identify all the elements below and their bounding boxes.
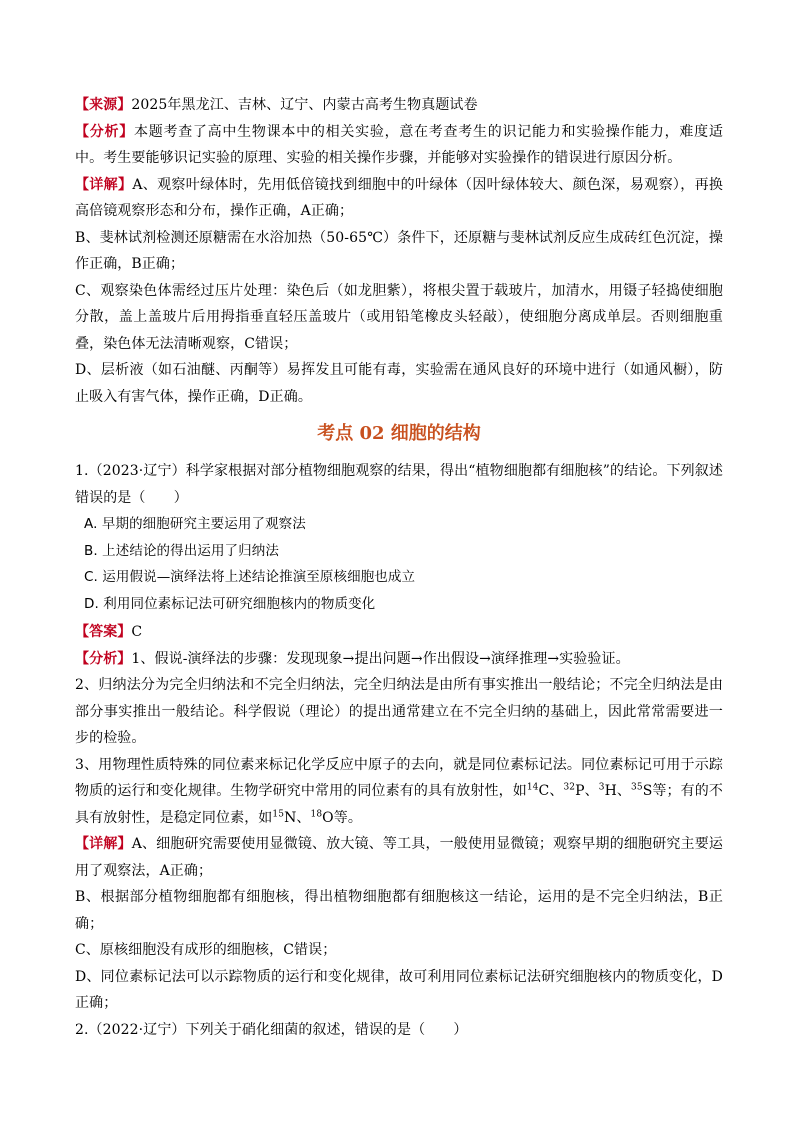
q1-detail-d: D、同位素标记法可以示踪物质的运行和变化规律，故可利用同位素标记法研究细胞核内的物质变化，D正确； (75, 968, 723, 1011)
answer-line (75, 619, 723, 646)
q1-detail-a-text: A、细胞研究需要使用显微镜、放大镜、等工具，一般使用显微镜；观察早期的细胞研究主要运用了观察法，A正确； (75, 836, 724, 879)
question-1-option-d: D. 利用同位素标记法可研究细胞核内的物质变化 (84, 595, 376, 612)
detail-tag: 【详解】 (75, 176, 133, 193)
q1-detail-c: C、原核细胞没有成形的细胞核，C错误； (75, 942, 337, 958)
q1-detail-tag: 【详解】 (75, 836, 132, 852)
analysis-tag: 【分析】 (75, 123, 134, 140)
isotope-mass-s35: 35 (631, 782, 643, 793)
source-text: 2025年黑龙江、吉林、辽宁、内蒙古高考生物真题试卷 (131, 97, 478, 113)
q1-analysis-1 (75, 646, 723, 673)
document-content (75, 92, 723, 1043)
detail-text-a: A、观察叶绿体时，先用低倍镜找到细胞中的叶绿体（因叶绿体较大、颜色深，易观察），再换高倍镜观察形态和分布，操作正确，A正确； (75, 176, 724, 219)
detail-paragraph-b: B、斐林试剂检测还原糖需在水浴加热（50-65℃）条件下，还原糖与斐林试剂反应生成砖红色沉淀，操作正确，B正确； (75, 229, 723, 272)
answer-tag: 【答案】 (75, 624, 132, 640)
isotope-text-p: P、 (575, 783, 599, 799)
question-1-option-c: C. 运用假说—演绎法将上述结论推演至原核细胞也成立 (84, 569, 416, 585)
isotope-mass-n15: 15 (272, 808, 285, 819)
question-1-option-b: B. 上述结论的得出运用了归纳法 (84, 542, 279, 559)
isotope-text-n: N、 (284, 809, 311, 826)
section-heading: 考点 02 细胞的结构 (317, 423, 481, 444)
q1-detail-b: B、根据部分植物细胞都有细胞核，得出植物细胞都有细胞核这一结论，运用的是不完全归纳法，B正确； (75, 889, 723, 932)
detail-paragraph-d: D、层析液（如石油醚、丙酮等）易挥发且可能有毒，实验需在通风良好的环境中进行（如通风橱），防止吸入有害气体，操作正确，D正确。 (75, 362, 723, 405)
isotope-text-c: C、 (538, 783, 564, 799)
q1-analysis-2: 2、归纳法分为完全归纳法和不完全归纳法，完全归纳法是由所有事实推出一般结论；不完全归纳法是由部分事实推出一般结论。科学假说（理论）的提出通常建立在不完全归纳的基础上，因此常常需要进一步的检验。 (75, 677, 723, 746)
q1-detail-a (75, 831, 723, 884)
isotope-text-h: H、 (604, 783, 632, 799)
q1-analysis-3-text: 3、用物理性质特殊的同位素来标记化学反应中原子的去向，就是同位素标记法。同位素标记可用于示踪物质的运行和变化规律。生物学研究中常用的同位素有的具有放射性，如 (75, 756, 723, 799)
isotope-mass-c14: 14 (526, 782, 539, 793)
answer-value: C (131, 624, 143, 640)
question-1-option-a: A. 早期的细胞研究主要运用了观察法 (84, 516, 306, 532)
detail-paragraph-c: C、观察染色体需经过压片处理：染色后（如龙胆紫），将根尖置于载玻片，加清水，用镊子轻捣使细胞分散，盖上盖玻片后用拇指垂直轻压盖玻片（或用铅笔橡皮头轻敲），使细胞分离成单层。否则细胞重叠，染色体无法清晰观察，C错误； (75, 282, 723, 352)
q1-analysis-1-text: 1、假说-演绎法的步骤：发现现象→提出问题→作出假设→演绎推理→实验验证。 (131, 650, 630, 667)
question-1-stem: 1.（2023·辽宁）科学家根据对部分植物细胞观察的结果，得出“植物细胞都有细胞核”的结论。下列叙述错误的是（ ） (75, 463, 723, 506)
source-line (75, 92, 723, 119)
analysis-text: 本题考查了高中生物课本中的相关实验，意在考查考生的识记能力和实验操作能力，难度适中。考生要能够识记实验的原理、实验的相关操作步骤，并能够对实验操作的错误进行原因分析。 (75, 123, 723, 166)
isotope-mass-p32: 32 (563, 782, 576, 793)
source-tag: 【来源】 (75, 97, 132, 113)
q1-analysis-tag: 【分析】 (75, 650, 132, 667)
question-2-stem: 2.（2022·辽宁）下列关于硝化细菌的叙述，错误的是（ ） (75, 1021, 468, 1038)
isotope-text-s: S等；有的不具有放射性，是稳定同位素，如 (75, 783, 723, 826)
isotope-mass-h3: 3 (598, 782, 605, 793)
isotope-text-o: O等。 (322, 809, 362, 826)
isotope-mass-o18: 18 (310, 808, 323, 819)
detail-paragraph-a (75, 172, 723, 225)
analysis-paragraph (75, 119, 723, 172)
q1-analysis-3 (75, 752, 723, 832)
